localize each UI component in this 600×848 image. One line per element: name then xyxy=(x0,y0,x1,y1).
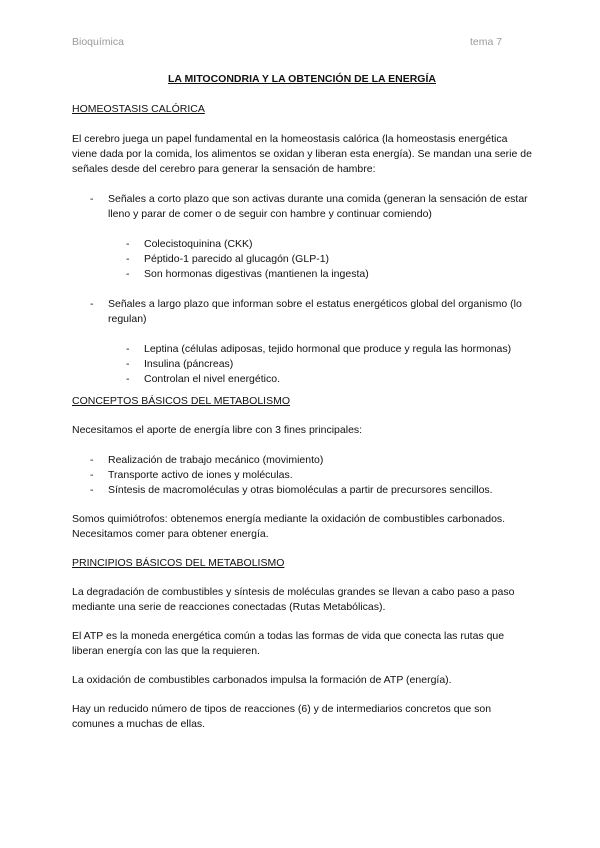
paragraph-homeostasis-intro: El cerebro juega un papel fundamental en la homeostasis calórica (la homeostasis energética viene dada por la comida, los alimentos se oxidan y liberan esta energía). Se mandan una serie de señales desde del cerebro para generar la sensación de hambre: xyxy=(72,133,532,175)
paragraph-principios-1: La degradación de combustibles y síntesis de moléculas grandes se llevan a cabo paso a paso mediante una serie de reacciones conectadas (Rutas Metabólicas). xyxy=(72,586,515,613)
list-long-term-signals xyxy=(72,342,532,387)
list-item: - Son hormonas digestivas (mantienen la ingesta) xyxy=(72,267,532,282)
page-title: LA MITOCONDRIA Y LA OBTENCIÓN DE LA ENERGÍA xyxy=(168,73,436,85)
list-signals-long xyxy=(72,297,532,327)
list-short-term-signals xyxy=(72,237,532,282)
paragraph-conceptos-closing: Somos quimiótrofos: obtenemos energía mediante la oxidación de combustibles carbonados. Necesitamos comer para obtener energía. xyxy=(72,513,506,540)
list-item: - Transporte activo de iones y moléculas. xyxy=(72,468,532,483)
list-energy-uses xyxy=(72,453,532,498)
list-item: - Síntesis de macromoléculas y otras biomoléculas a partir de precursores sencillos. xyxy=(72,483,532,498)
header-subject: Bioquímica xyxy=(72,36,124,48)
header-topic: tema 7 xyxy=(470,36,503,48)
list-item-short-term: - Señales a corto plazo que son activas durante una comida (generan la sensación de estar lleno y parar de comer o de seguir con hambre y continuar comiendo) xyxy=(72,192,532,222)
list-item: - Controlan el nivel energético. xyxy=(72,372,532,387)
list-item: - Insulina (páncreas) xyxy=(72,357,532,372)
section-heading-principios: PRINCIPIOS BÁSICOS DEL METABOLISMO xyxy=(72,557,285,569)
paragraph-principios-3: La oxidación de combustibles carbonados impulsa la formación de ATP (energía). xyxy=(72,674,452,686)
paragraph-conceptos-intro: Necesitamos el aporte de energía libre con 3 fines principales: xyxy=(72,424,363,436)
document-body xyxy=(72,72,532,732)
list-item: - Realización de trabajo mecánico (movimiento) xyxy=(72,453,532,468)
paragraph-principios-2: El ATP es la moneda energética común a todas las formas de vida que conecta las rutas que liberan energía con las que la requieren. xyxy=(72,630,505,657)
list-item-long-term: - Señales a largo plazo que informan sobre el estatus energéticos global del organismo (lo regulan) xyxy=(72,297,532,327)
list-item: - Leptina (células adiposas, tejido hormonal que produce y regula las hormonas) xyxy=(72,342,532,357)
paragraph-principios-4: Hay un reducido número de tipos de reacciones (6) y de intermediarios concretos que son comunes a muchas de ellas. xyxy=(72,703,492,730)
section-heading-homeostasis: HOMEOSTASIS CALÓRICA xyxy=(72,103,205,115)
list-item: - Colecistoquinina (CKK) xyxy=(72,237,532,252)
section-heading-conceptos: CONCEPTOS BÁSICOS DEL METABOLISMO xyxy=(72,395,291,407)
list-signals xyxy=(72,192,532,222)
list-item: - Péptido-1 parecido al glucagón (GLP-1) xyxy=(72,252,532,267)
